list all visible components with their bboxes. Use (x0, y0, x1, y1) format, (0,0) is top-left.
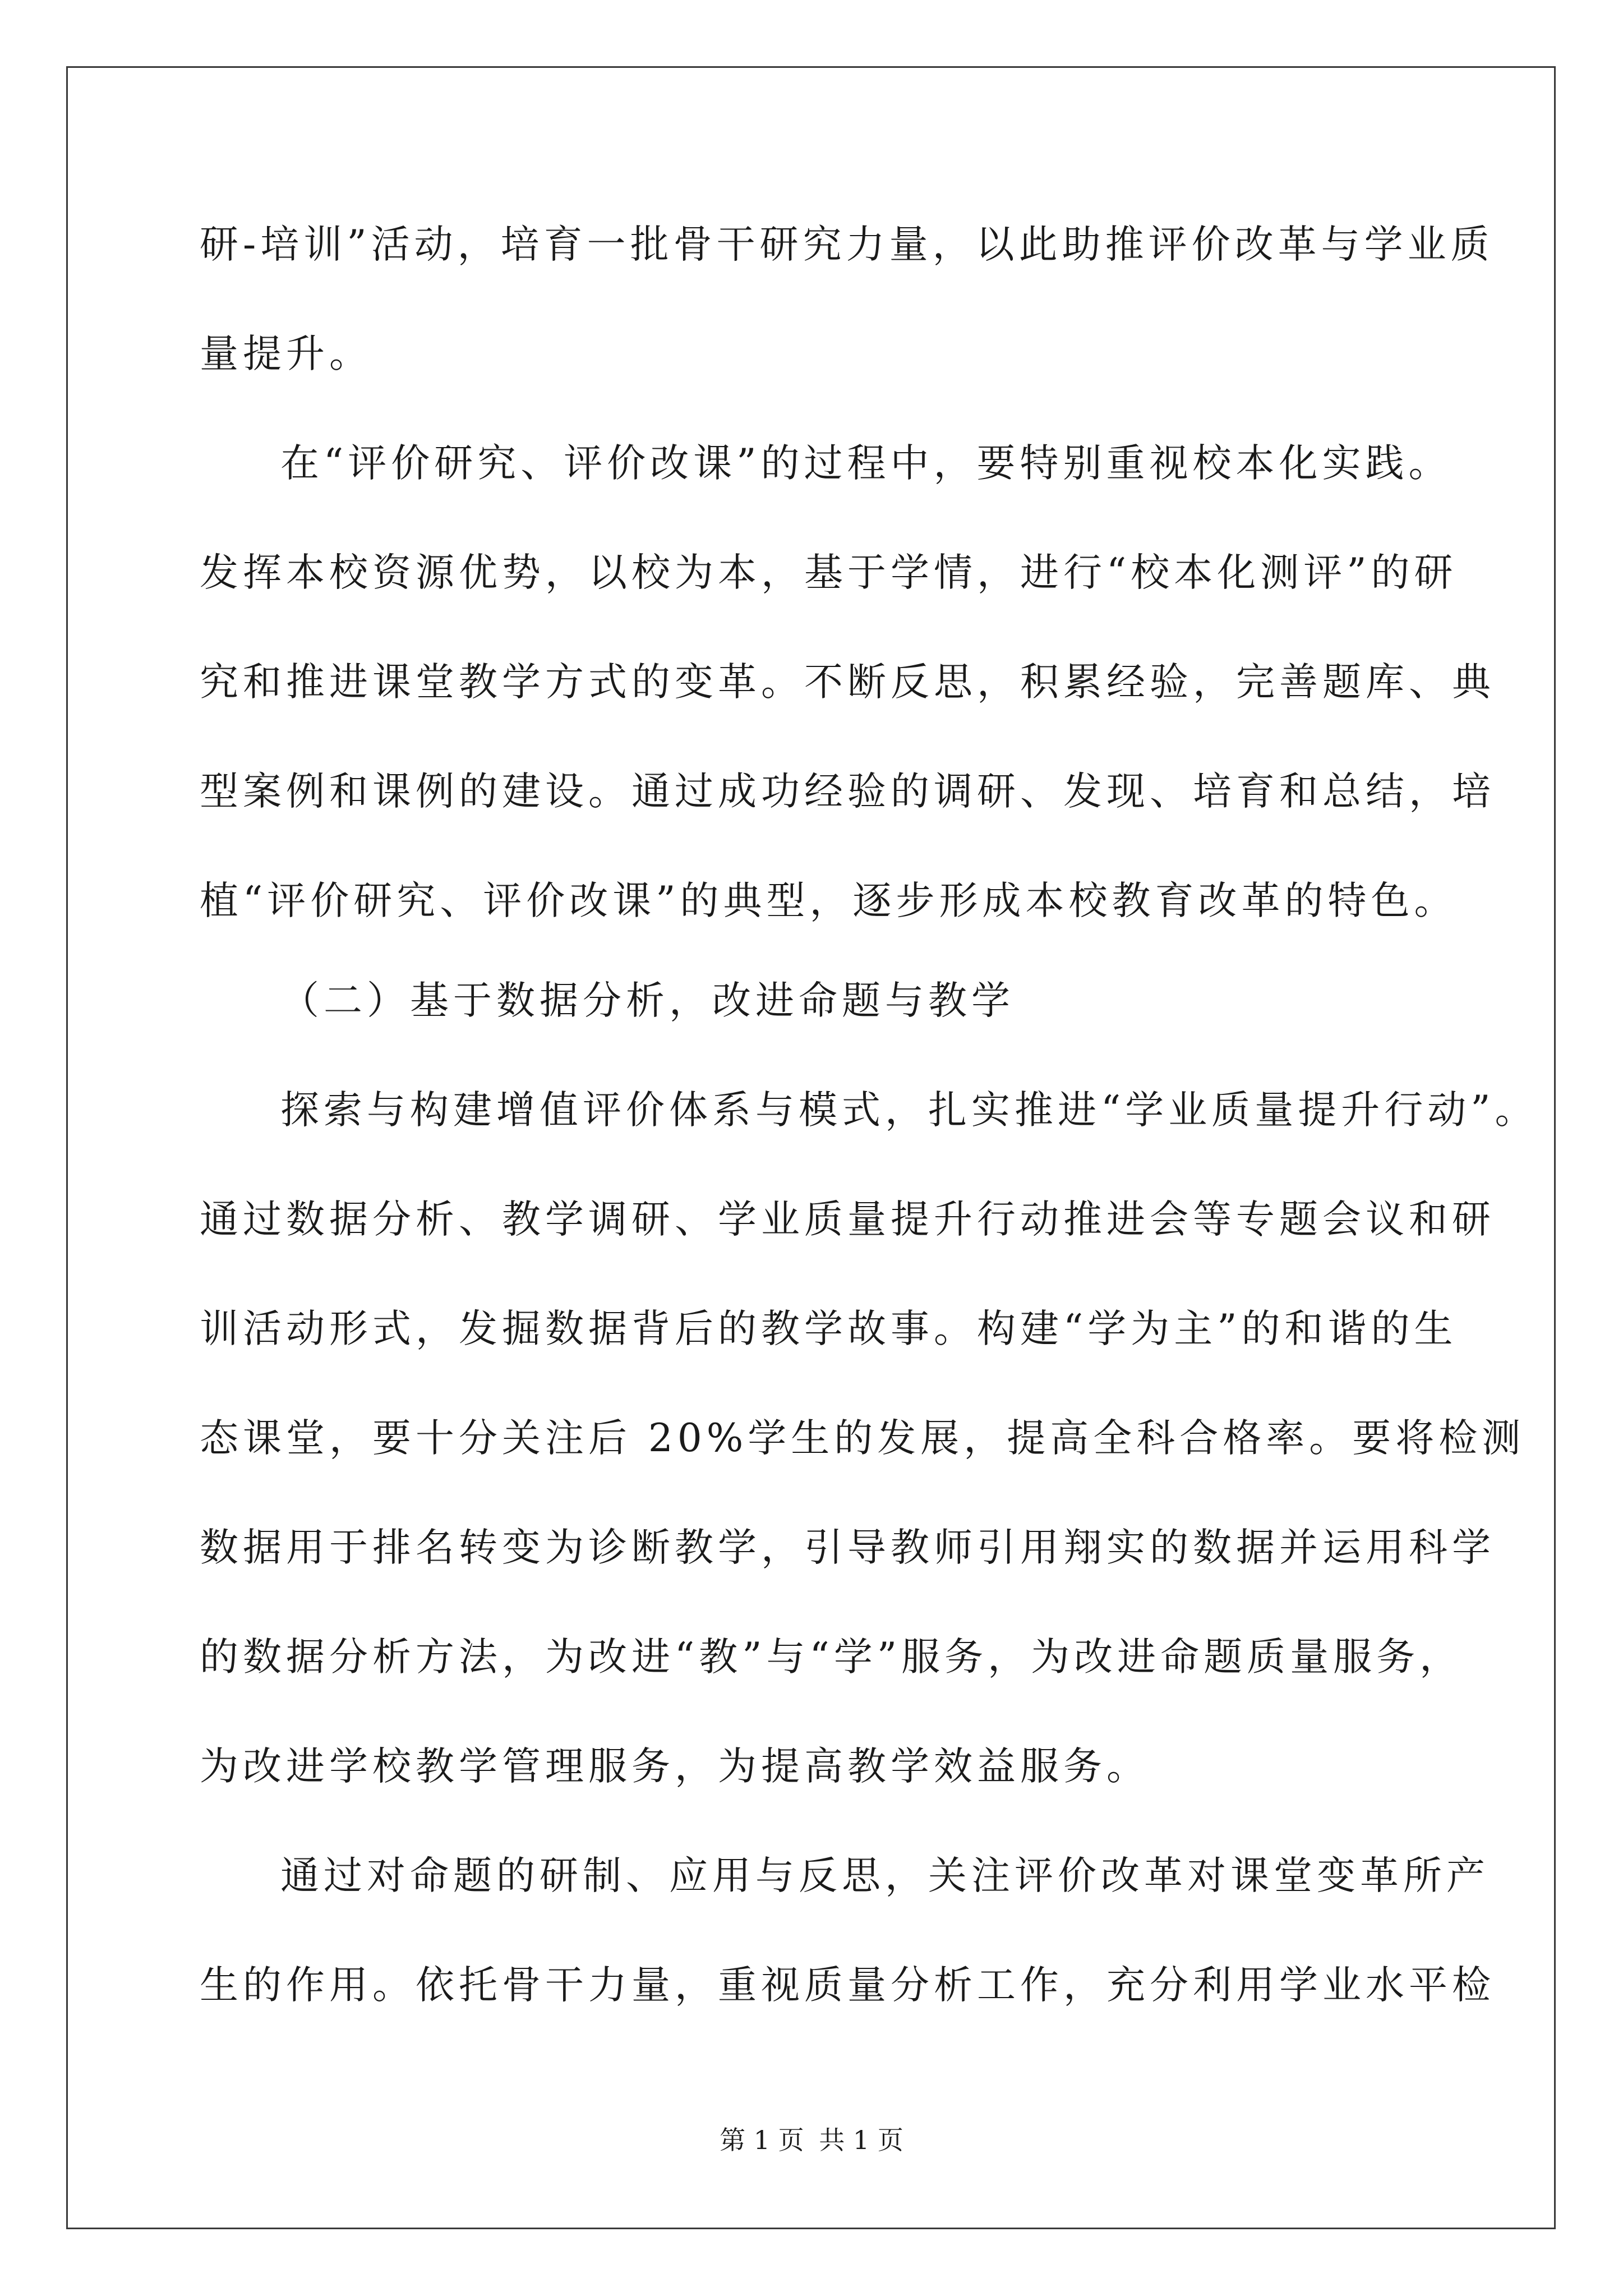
paragraph-line: 量提升。 (200, 332, 372, 376)
paragraph-line: 植“评价研究、评价改课”的典型，逐步形成本校教育改革的特色。 (200, 878, 1458, 923)
paragraph-line: 通过对命题的研制、应用与反思，关注评价改革对课堂变革所产 (280, 1853, 1490, 1898)
paragraph-line: 的数据分析方法，为改进“教”与“学”服务，为改进命题质量服务， (200, 1635, 1463, 1680)
paragraph-line: 通过数据分析、教学调研、学业质量提升行动推进会等专题会议和研 (200, 1197, 1495, 1242)
paragraph-line: 生的作用。依托骨干力量，重视质量分析工作，充分利用学业水平检 (200, 1963, 1495, 2008)
page-number: 第 1 页 (720, 2125, 804, 2155)
paragraph-line: 究和推进课堂教学方式的变革。不断反思，积累经验，完善题库、典 (200, 660, 1495, 705)
page-border (66, 66, 1556, 2229)
paragraph-line: 为改进学校教学管理服务，为提高教学效益服务。 (200, 1744, 1150, 1789)
paragraph-line: 型案例和课例的建设。通过成功经验的调研、发现、培育和总结，培 (200, 769, 1495, 814)
paragraph-line: 态课堂，要十分关注后 20%学生的发展，提高全科合格率。要将检测 (200, 1416, 1525, 1461)
paragraph-line: 在“评价研究、评价改课”的过程中，要特别重视校本化实践。 (280, 441, 1452, 486)
section-heading: （二）基于数据分析，改进命题与教学 (280, 978, 1015, 1023)
paragraph-line: 数据用于排名转变为诊断教学，引导教师引用翔实的数据并运用科学 (200, 1525, 1495, 1570)
page-total: 共 1 页 (819, 2125, 903, 2155)
paragraph-line: 探索与构建增值评价体系与模式，扎实推进“学业质量提升行动”。 (280, 1088, 1538, 1133)
paragraph-line: 训活动形式，发掘数据背后的教学故事。构建“学为主”的和谐的生 (200, 1306, 1458, 1351)
paragraph-line: 发挥本校资源优势，以校为本，基于学情，进行“校本化测评”的研 (200, 550, 1458, 595)
page-footer (0, 2127, 1623, 2153)
paragraph-line: 研-培训”活动，培育一批骨干研究力量，以此助推评价改革与学业质 (200, 222, 1494, 267)
